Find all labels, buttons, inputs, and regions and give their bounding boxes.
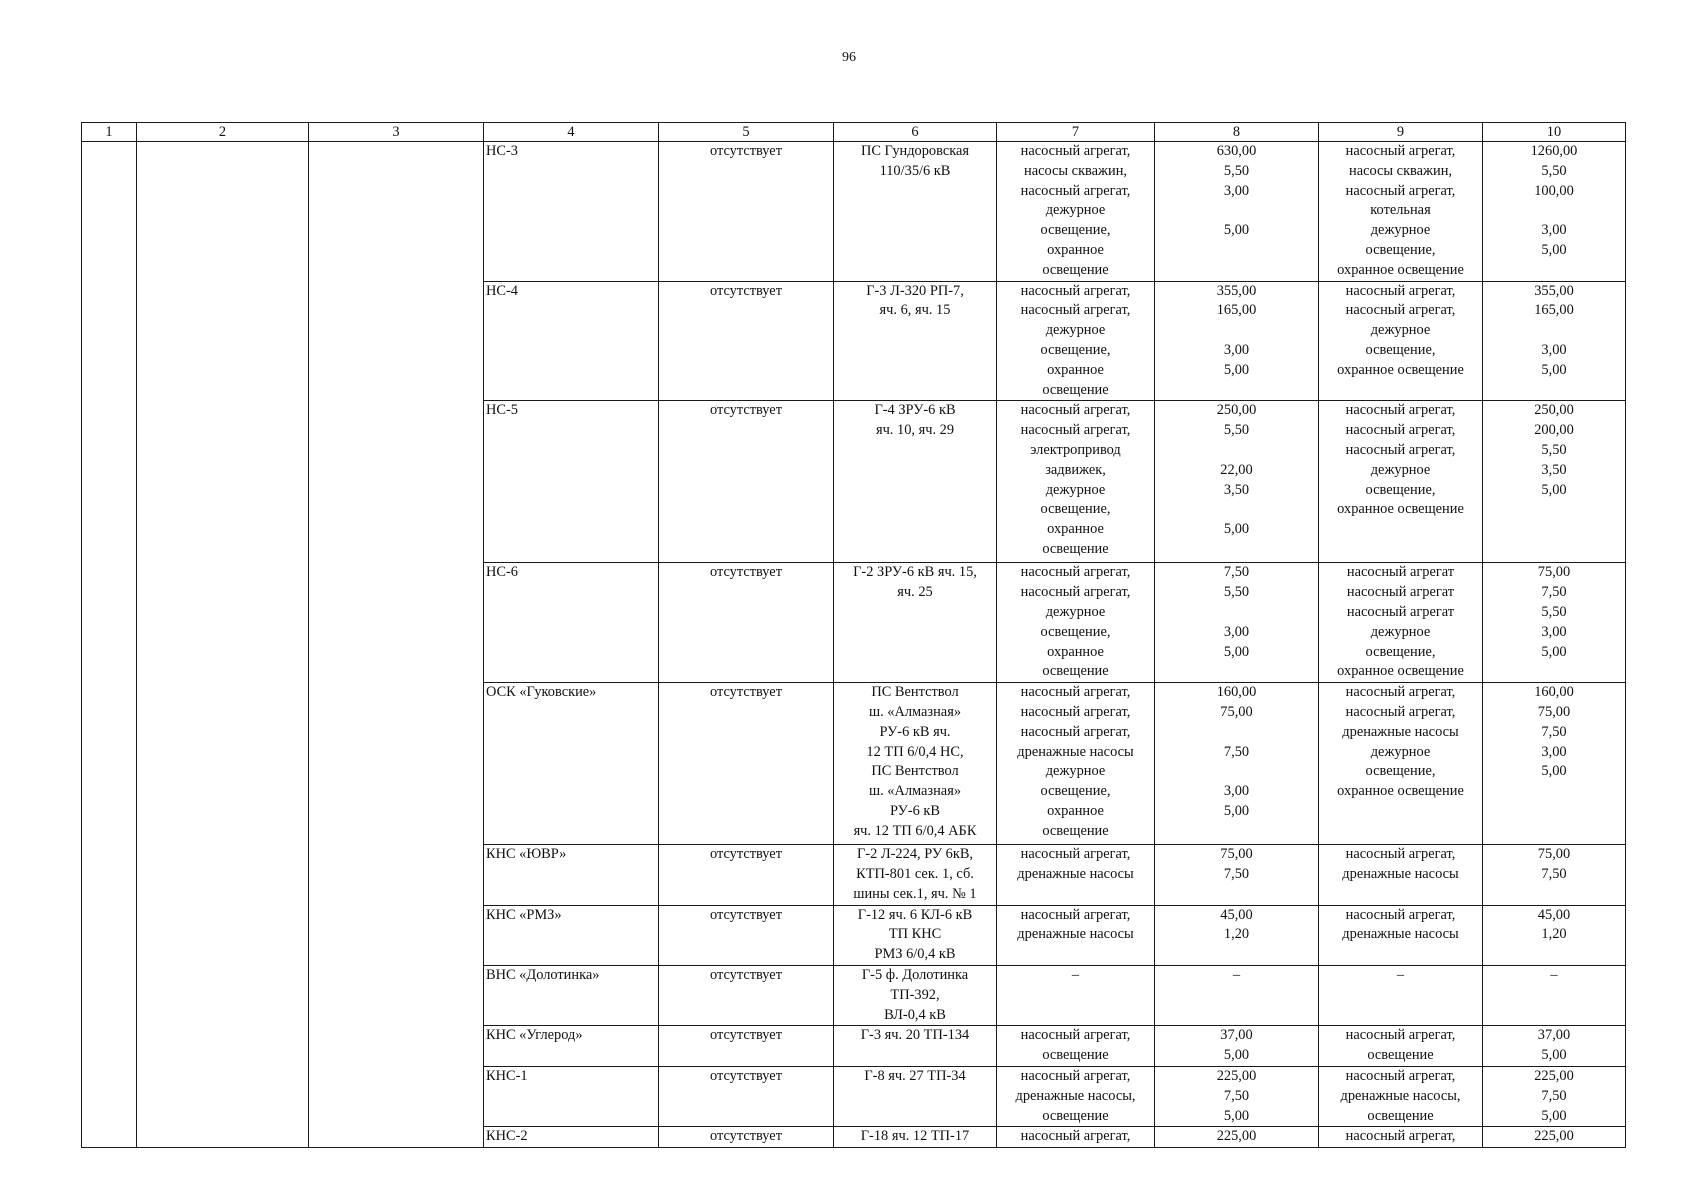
power-values-2-line: 355,00 <box>1534 282 1574 299</box>
equipment-list <box>997 401 1155 563</box>
power-source <box>834 1066 997 1126</box>
power-values <box>1155 142 1319 282</box>
power-values-line: 5,00 <box>1223 222 1250 239</box>
equipment-list-2-line: насосный агрегат <box>1346 564 1455 581</box>
equipment-list-2 <box>1319 965 1483 1025</box>
status-cell: отсутствует <box>659 1127 834 1148</box>
equipment-list-2-line: охранное освещение <box>1337 361 1464 378</box>
equipment-list-2-line: насосный агрегат, <box>1345 1027 1456 1044</box>
equipment-list-2-line: освещение <box>1367 1047 1434 1064</box>
equipment-list-2-line: насосный агрегат, <box>1345 182 1456 199</box>
power-values <box>1155 1026 1319 1067</box>
equipment-list-2 <box>1319 563 1483 683</box>
power-values-2-line: 5,00 <box>1541 643 1567 660</box>
power-values-2-line: 250,00 <box>1534 402 1574 419</box>
power-values-line: 5,00 <box>1223 521 1250 538</box>
power-source-line: РУ-6 кВ <box>889 802 940 819</box>
equipment-list <box>997 845 1155 905</box>
equipment-list-line: освещение, <box>1040 501 1111 518</box>
equipment-list-line: насосный агрегат, <box>1020 402 1131 419</box>
power-values-line: 355,00 <box>1216 282 1257 299</box>
power-values-line <box>1157 381 1316 401</box>
power-values-line <box>1157 762 1316 782</box>
equipment-list-line: освещение <box>1042 663 1109 680</box>
equipment-list-2-line: освещение, <box>1365 763 1436 780</box>
equipment-list-2-line: освещение, <box>1365 241 1436 258</box>
power-source <box>834 1127 997 1148</box>
power-values-2-line: 200,00 <box>1534 422 1574 439</box>
status-cell: отсутствует <box>659 683 834 845</box>
power-values-line: 7,50 <box>1223 1087 1250 1104</box>
power-source-line: 12 ТП 6/0,4 НС, <box>866 743 964 760</box>
equipment-list-2-line: охранное освещение <box>1337 501 1464 518</box>
power-source <box>834 401 997 563</box>
equipment-list-2 <box>1319 1026 1483 1067</box>
power-source-line: яч. 10, яч. 29 <box>875 422 955 439</box>
power-values <box>1155 281 1319 401</box>
power-values <box>1155 1127 1319 1148</box>
column-number: 3 <box>309 123 484 142</box>
equipment-list-line: охранное <box>1047 643 1104 660</box>
equipment-list-2-line: дренажные насосы <box>1342 723 1459 740</box>
equipment-list-line: охранное <box>1047 802 1104 819</box>
equipment-list-line: дренажные насосы <box>1017 743 1134 760</box>
status-cell: отсутствует <box>659 905 834 965</box>
power-source-line: Г-4 ЗРУ-6 кВ <box>874 402 956 419</box>
power-values-2 <box>1483 905 1626 965</box>
equipment-list-2 <box>1319 845 1483 905</box>
power-values-2-line: 75,00 <box>1537 703 1571 720</box>
power-values-line: 5,50 <box>1223 584 1250 601</box>
equipment-list-2-line: насосный агрегат, <box>1345 684 1456 701</box>
equipment-list-2 <box>1319 401 1483 563</box>
power-values-2 <box>1483 683 1626 845</box>
equipment-list-2 <box>1319 1127 1483 1148</box>
power-values-2 <box>1483 1026 1626 1067</box>
equipment-list-line: дежурное <box>1045 322 1106 339</box>
power-values-line <box>1157 662 1316 682</box>
power-values-2 <box>1483 1127 1626 1148</box>
equipment-list-2 <box>1319 1066 1483 1126</box>
power-values <box>1155 965 1319 1025</box>
power-values-line: 3,00 <box>1223 623 1250 640</box>
equipment-list <box>997 965 1155 1025</box>
power-values-line: 3,00 <box>1223 341 1250 358</box>
equipment-list-line: насосный агрегат, <box>1020 684 1131 701</box>
power-values-line <box>1157 441 1316 461</box>
equipment-list-line: насосный агрегат, <box>1020 182 1131 199</box>
power-values-line: 5,00 <box>1223 643 1250 660</box>
status-cell: отсутствует <box>659 142 834 282</box>
equipment-list-line: электропривод <box>1030 441 1121 458</box>
power-source-line: ПС Гундоровская <box>860 143 970 159</box>
power-values-line <box>1157 321 1316 341</box>
equipment-list-line: насосный агрегат, <box>1020 703 1131 720</box>
power-source-line: РМЗ 6/0,4 кВ <box>874 946 956 963</box>
equipment-list-2-line: дренажные насосы <box>1342 926 1459 943</box>
equipment-list-2-line: насосный агрегат, <box>1345 422 1456 439</box>
equipment-list-2-line: дежурное <box>1370 623 1431 640</box>
equipment-list-line: насосный агрегат, <box>1020 302 1131 319</box>
equipment-list-2 <box>1319 905 1483 965</box>
power-values <box>1155 1066 1319 1126</box>
power-values <box>1155 563 1319 683</box>
equipment-list-line: насосы скважин, <box>1024 162 1127 179</box>
power-source-line: яч. 6, яч. 15 <box>879 302 951 319</box>
equipment-list-line: насосный агрегат, <box>1020 1128 1131 1145</box>
equipment-list-2-line: насосный агрегат <box>1346 603 1455 620</box>
power-values-2-line: 5,50 <box>1541 162 1567 179</box>
power-values-2-line: 3,50 <box>1541 461 1567 478</box>
equipment-list-2-line: насосный агрегат, <box>1345 402 1456 419</box>
equipment-list-line: охранное <box>1047 521 1104 538</box>
power-values-2-line: 100,00 <box>1534 182 1574 199</box>
power-source-line: ш. «Алмазная» <box>868 703 962 720</box>
power-values-2-line: 225,00 <box>1534 1128 1574 1145</box>
equipment-list-2-line: охранное освещение <box>1337 663 1464 680</box>
power-source-line: Г-2 Л-224, РУ 6кВ, <box>856 846 974 863</box>
power-source <box>834 965 997 1025</box>
power-values-line: 5,50 <box>1223 422 1250 439</box>
facility-name: НС-6 <box>484 563 659 683</box>
power-values-line <box>1157 723 1316 743</box>
power-source <box>834 845 997 905</box>
equipment-list-line: насосный агрегат, <box>1020 422 1131 439</box>
status-cell: отсутствует <box>659 563 834 683</box>
equipment-list <box>997 563 1155 683</box>
power-values-2 <box>1483 142 1626 282</box>
power-values-2-line: – <box>1550 966 1558 983</box>
power-values-line: 5,00 <box>1223 1047 1250 1064</box>
power-values-2-line: 160,00 <box>1534 684 1574 701</box>
facility-name: НС-4 <box>484 281 659 401</box>
equipment-list-line: дежурное <box>1045 481 1106 498</box>
power-values-line <box>1157 500 1316 520</box>
power-values-2-line: 5,00 <box>1541 481 1567 498</box>
power-source <box>834 142 997 282</box>
power-values-2-line: 3,00 <box>1541 623 1567 640</box>
power-values-2-line: 7,50 <box>1541 723 1567 740</box>
power-values-line: 7,50 <box>1223 865 1250 882</box>
equipment-list-2 <box>1319 281 1483 401</box>
power-source-line: ПС Вентствол <box>871 684 959 701</box>
power-values-line: 225,00 <box>1216 1128 1257 1145</box>
power-values-2-line: 45,00 <box>1537 906 1571 923</box>
equipment-list-2-line: насосный агрегат, <box>1345 1067 1456 1084</box>
power-values-line: 22,00 <box>1220 461 1253 478</box>
power-values-2-line: 3,00 <box>1541 341 1567 358</box>
power-source-line: Г-3 яч. 20 ТП-134 <box>860 1027 970 1044</box>
equipment-list-2-line: охранное освещение <box>1337 783 1464 800</box>
power-values-2 <box>1483 281 1626 401</box>
power-values-line: 160,00 <box>1216 684 1257 701</box>
power-values-2-line: 5,00 <box>1541 241 1567 258</box>
power-values-2-line: 5,00 <box>1541 1047 1567 1064</box>
equipment-list-2-line: освещение <box>1367 1107 1434 1124</box>
equipment-list-2-line: насосный агрегат, <box>1345 282 1456 299</box>
equipment-list-line: освещение <box>1042 1107 1109 1124</box>
equipment-list-2-line: насосный агрегат <box>1346 584 1455 601</box>
equipment-list-line: дренажные насосы, <box>1015 1087 1136 1104</box>
power-values-2 <box>1483 965 1626 1025</box>
power-values <box>1155 845 1319 905</box>
equipment-list-line: освещение <box>1042 261 1109 278</box>
cell-col3 <box>309 142 484 1148</box>
equipment-list-2-line: насосный агрегат, <box>1345 906 1456 923</box>
power-source <box>834 1026 997 1067</box>
power-values-line: 75,00 <box>1220 703 1253 720</box>
power-source <box>834 683 997 845</box>
equipment-list-2-line: дренажные насосы <box>1342 865 1459 882</box>
power-values-2-line: 1260,00 <box>1530 143 1578 159</box>
facility-name: КНС «РМЗ» <box>484 905 659 965</box>
equipment-list-2-line: насосный агрегат, <box>1345 143 1456 159</box>
power-source-line: ПС Вентствол <box>871 763 959 780</box>
power-values <box>1155 683 1319 845</box>
power-values-2-line <box>1485 662 1623 682</box>
power-values-line: 5,00 <box>1223 802 1250 819</box>
facility-name: КНС-2 <box>484 1127 659 1148</box>
power-values-line: 3,00 <box>1223 783 1250 800</box>
equipment-list-line: насосный агрегат, <box>1020 906 1131 923</box>
column-number: 10 <box>1483 123 1626 142</box>
power-values-2-line: 5,00 <box>1541 763 1567 780</box>
column-number: 1 <box>82 123 137 142</box>
equipment-list-line: освещение <box>1042 381 1109 398</box>
power-values-line <box>1157 261 1316 281</box>
equipment-list-line: охранное <box>1047 241 1104 258</box>
status-cell: отсутствует <box>659 281 834 401</box>
power-values-2-line: 5,50 <box>1541 603 1567 620</box>
power-source-line: ТП КНС <box>888 926 942 943</box>
power-values <box>1155 905 1319 965</box>
power-values-line: 45,00 <box>1220 906 1253 923</box>
status-cell: отсутствует <box>659 401 834 563</box>
equipment-list <box>997 683 1155 845</box>
equipment-list-2-line: дежурное <box>1370 743 1431 760</box>
power-values <box>1155 401 1319 563</box>
equipment-list-2-line: насосный агрегат, <box>1345 302 1456 319</box>
power-values-2 <box>1483 845 1626 905</box>
power-values-2-line <box>1485 261 1623 281</box>
equipment-list <box>997 1127 1155 1148</box>
power-values-line: 165,00 <box>1216 302 1257 319</box>
power-values-line: 7,50 <box>1223 564 1250 581</box>
facility-name: КНС «ЮВР» <box>484 845 659 905</box>
status-cell: отсутствует <box>659 965 834 1025</box>
equipment-list-2-line: насосный агрегат, <box>1345 1128 1456 1145</box>
power-values-2-line: 75,00 <box>1537 846 1571 863</box>
equipment-list-line: насосный агрегат, <box>1020 846 1131 863</box>
power-values-line: 250,00 <box>1216 402 1257 419</box>
facility-name: КНС-1 <box>484 1066 659 1126</box>
power-values-2-line: 3,00 <box>1541 743 1567 760</box>
status-cell: отсутствует <box>659 1026 834 1067</box>
equipment-list-line: насосный агрегат, <box>1020 1067 1131 1084</box>
power-values-2-line: 1,20 <box>1541 926 1567 943</box>
equipment-list-2-line: охранное освещение <box>1337 261 1464 278</box>
facility-name: КНС «Углерод» <box>484 1026 659 1067</box>
power-source-line: Г-8 яч. 27 ТП-34 <box>864 1067 966 1084</box>
cell-col1 <box>82 142 137 1148</box>
power-values-line <box>1157 201 1316 221</box>
power-values-line <box>1157 822 1316 842</box>
status-cell: отсутствует <box>659 1066 834 1126</box>
power-source-line: Г-18 яч. 12 ТП-17 <box>860 1128 970 1145</box>
equipment-list-line: насосный агрегат, <box>1020 564 1131 581</box>
column-number: 4 <box>484 123 659 142</box>
equipment-list-line: освещение, <box>1040 623 1111 640</box>
equipment-list-line: насосный агрегат, <box>1020 282 1131 299</box>
equipment-list-line: насосный агрегат, <box>1020 584 1131 601</box>
equipment-list-line: освещение <box>1042 1047 1109 1064</box>
power-values-2-line: 75,00 <box>1537 564 1571 581</box>
power-source-line: Г-3 Л-320 РП-7, <box>866 282 964 299</box>
power-values-line <box>1157 241 1316 261</box>
equipment-list-2-line: насосный агрегат, <box>1345 441 1456 458</box>
equipment-list-line: освещение, <box>1040 341 1111 358</box>
power-values-line: 630,00 <box>1216 143 1257 159</box>
power-values-line: 5,00 <box>1223 361 1250 378</box>
equipment-list-line: охранное <box>1047 361 1104 378</box>
power-source-line: ш. «Алмазная» <box>868 783 962 800</box>
equipment-list-line: задвижек, <box>1045 461 1106 478</box>
power-values-2-line: 7,50 <box>1541 865 1567 882</box>
equipment-list-2-line: освещение, <box>1365 481 1436 498</box>
equipment-list-line: насосный агрегат, <box>1020 143 1131 159</box>
power-values-line: 7,50 <box>1223 743 1250 760</box>
power-source-line: 110/35/6 кВ <box>879 162 951 179</box>
power-values-2-line <box>1485 201 1623 221</box>
power-source <box>834 563 997 683</box>
column-number: 2 <box>137 123 309 142</box>
column-number: 9 <box>1319 123 1483 142</box>
page-number: 96 <box>842 50 856 65</box>
power-values-2 <box>1483 563 1626 683</box>
equipment-list-line: освещение <box>1042 822 1109 839</box>
power-values-2-line: 37,00 <box>1537 1027 1571 1044</box>
cell-col2 <box>137 142 309 1148</box>
column-number: 6 <box>834 123 997 142</box>
power-values-2-line: 5,00 <box>1541 361 1567 378</box>
equipment-list-line: дренажные насосы <box>1017 865 1134 882</box>
power-values-line: 1,20 <box>1223 926 1250 943</box>
power-values-line <box>1157 540 1316 560</box>
power-source <box>834 281 997 401</box>
power-values-line: 75,00 <box>1220 846 1253 863</box>
power-values-2-line: 3,00 <box>1541 222 1567 239</box>
power-source-line: ВЛ-0,4 кВ <box>884 1006 946 1023</box>
column-number: 7 <box>997 123 1155 142</box>
power-values-line: – <box>1232 966 1241 983</box>
equipment-list <box>997 1026 1155 1067</box>
power-source-line: Г-12 яч. 6 КЛ-6 кВ <box>857 906 973 923</box>
table-row <box>82 142 1626 282</box>
status-cell: отсутствует <box>659 845 834 905</box>
power-source-line: шины сек.1, яч. № 1 <box>853 885 977 902</box>
equipment-list-2-line: котельная <box>1370 202 1431 219</box>
equipment-list-line: освещение <box>1042 540 1109 557</box>
equipment-list-line: освещение, <box>1040 222 1111 239</box>
equipment-list-line: насосный агрегат, <box>1020 723 1131 740</box>
equipment-list-line: дежурное <box>1045 763 1106 780</box>
equipment-list-line: дренажные насосы <box>1017 926 1134 943</box>
power-values-line: 3,00 <box>1223 182 1250 199</box>
equipment-list-line: дежурное <box>1045 603 1106 620</box>
equipment-list-line: дежурное <box>1045 202 1106 219</box>
equipment-list-2-line: – <box>1396 966 1405 983</box>
column-number-row <box>82 123 1626 142</box>
equipment-list-2-line: освещение, <box>1365 341 1436 358</box>
power-source-line: Г-5 ф. Долотинка <box>861 966 969 983</box>
power-values-line: 3,50 <box>1223 481 1250 498</box>
equipment-list-2-line: насосы скважин, <box>1349 162 1452 179</box>
power-values-2-line: 165,00 <box>1534 302 1574 319</box>
power-values-line: 5,00 <box>1223 1107 1250 1124</box>
equipment-list <box>997 281 1155 401</box>
equipment-list-line: – <box>1071 966 1080 983</box>
power-source <box>834 905 997 965</box>
facility-name: НС-3 <box>484 142 659 282</box>
facility-name: ОСК «Гуковские» <box>484 683 659 845</box>
power-values-2-line: 225,00 <box>1534 1067 1574 1084</box>
facility-name: ВНС «Долотинка» <box>484 965 659 1025</box>
power-values-line: 37,00 <box>1220 1027 1253 1044</box>
power-values-2 <box>1483 401 1626 563</box>
equipment-list <box>997 142 1155 282</box>
power-source-line: яч. 25 <box>897 584 933 601</box>
equipment-list-2-line: насосный агрегат, <box>1345 703 1456 720</box>
power-values-2 <box>1483 1066 1626 1126</box>
column-number: 8 <box>1155 123 1319 142</box>
equipment-list <box>997 905 1155 965</box>
power-values-2-line: 5,00 <box>1541 1107 1567 1124</box>
equipment-list-2-line: дежурное <box>1370 222 1431 239</box>
equipment-list-2-line: дежурное <box>1370 322 1431 339</box>
equipment-list <box>997 1066 1155 1126</box>
power-values-2-line: 7,50 <box>1541 584 1567 601</box>
power-values-line: 5,50 <box>1223 162 1250 179</box>
equipment-list-2-line: насосный агрегат, <box>1345 846 1456 863</box>
power-values-2-line <box>1485 321 1623 341</box>
equipment-list-2-line: освещение, <box>1365 643 1436 660</box>
equipment-list-line: насосный агрегат, <box>1020 1027 1131 1044</box>
power-source-line: Г-2 ЗРУ-6 кВ яч. 15, <box>853 564 977 581</box>
power-source-line: КТП-801 сек. 1, сб. <box>856 865 974 882</box>
power-values-2-line: 5,50 <box>1541 441 1567 458</box>
power-source-line: яч. 12 ТП 6/0,4 АБК <box>853 822 977 839</box>
equipment-list-2-line: дежурное <box>1370 461 1431 478</box>
equipment-list-line: освещение, <box>1040 783 1111 800</box>
equipment-list-2 <box>1319 142 1483 282</box>
facility-name: НС-5 <box>484 401 659 563</box>
power-values-line <box>1157 603 1316 623</box>
equipment-list-2-line: дренажные насосы, <box>1340 1087 1461 1104</box>
data-table <box>81 122 1626 1148</box>
power-source-line: ТП-392, <box>890 986 940 1003</box>
power-source-line: РУ-6 кВ яч. <box>879 723 951 740</box>
power-values-2-line: 7,50 <box>1541 1087 1567 1104</box>
column-number: 5 <box>659 123 834 142</box>
equipment-list-2 <box>1319 683 1483 845</box>
power-values-line: 225,00 <box>1216 1067 1257 1084</box>
